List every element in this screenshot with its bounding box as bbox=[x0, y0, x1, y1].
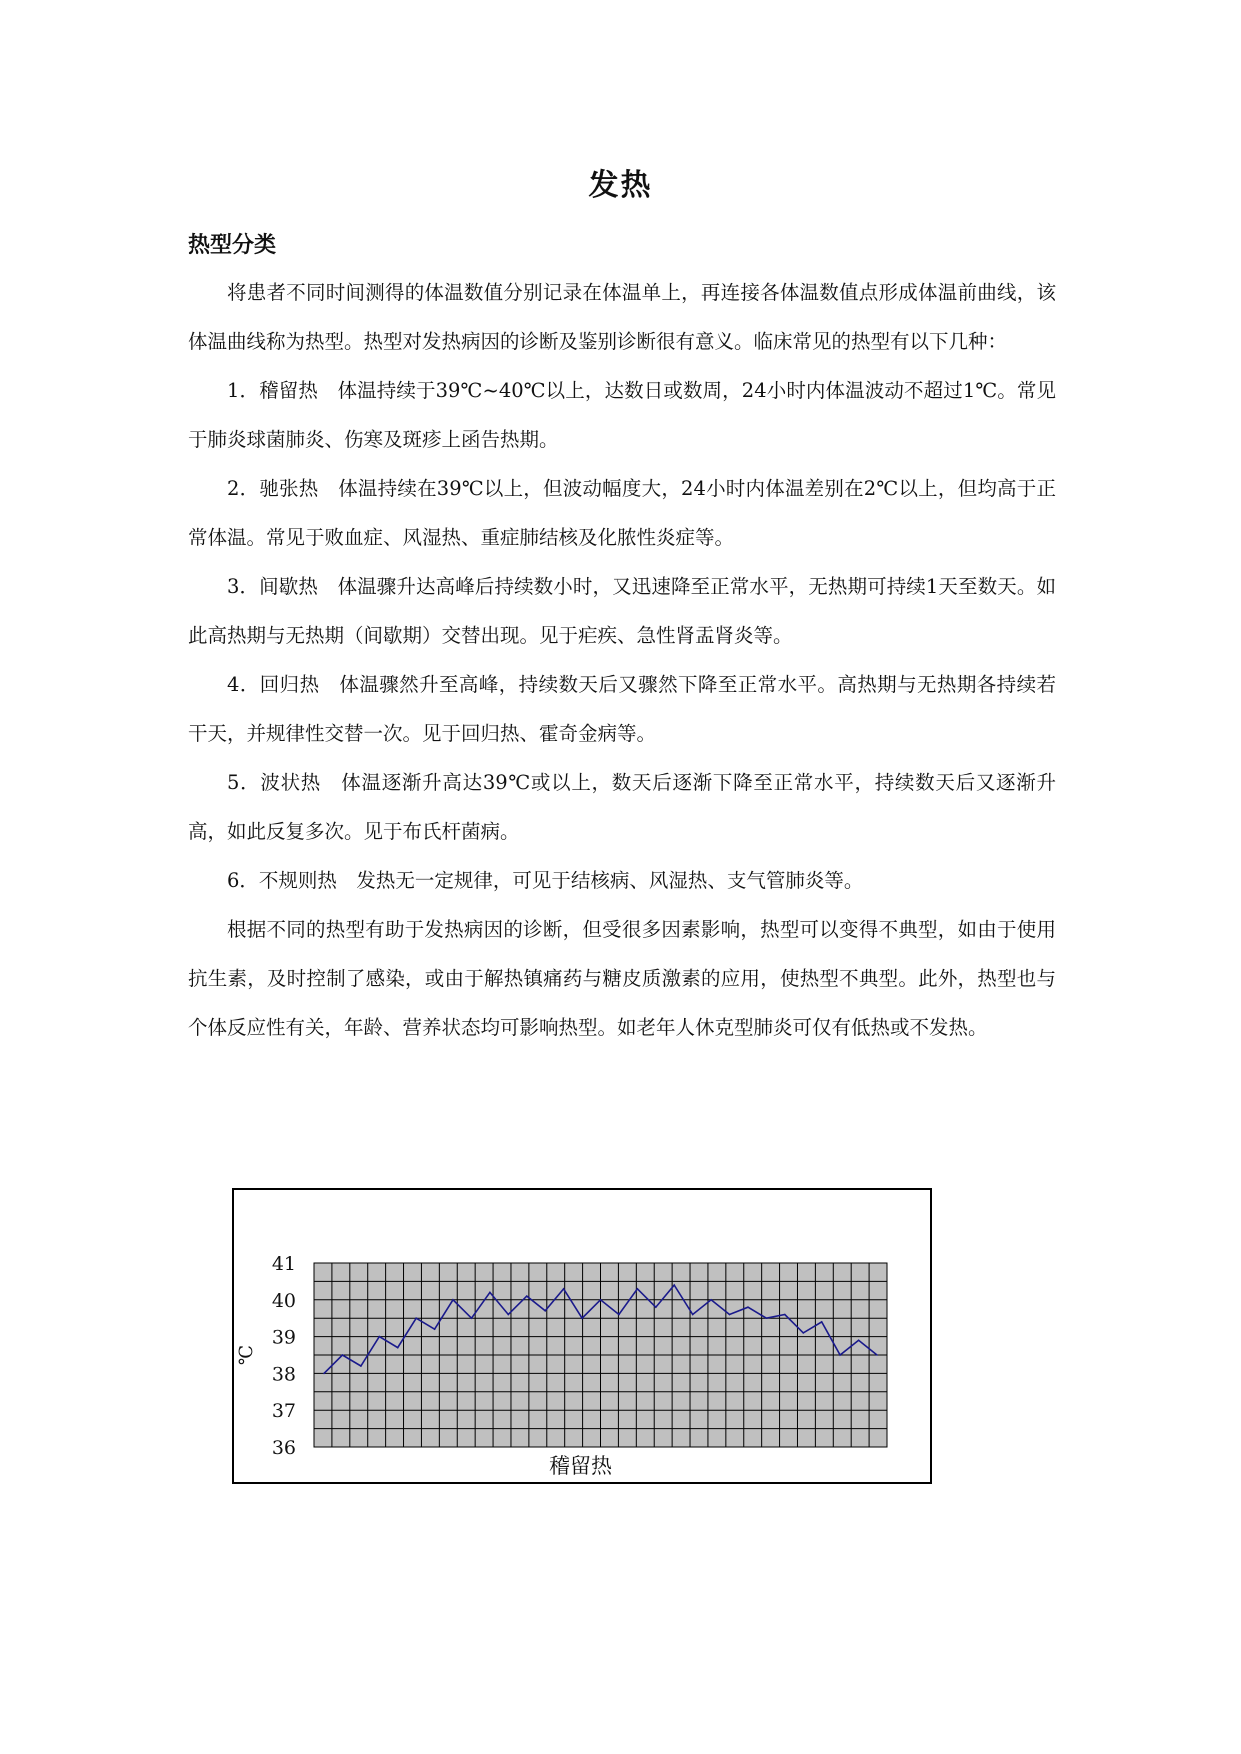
y-tick-label: 40 bbox=[271, 1289, 296, 1312]
data-point bbox=[618, 1314, 620, 1316]
chart-frame bbox=[232, 1188, 932, 1484]
data-point bbox=[655, 1306, 657, 1308]
temperature-chart bbox=[234, 1190, 930, 1482]
fever-type-1: 1．稽留热 体温持续于39℃~40℃以上，达数日或数周，24小时内体温波动不超过1℃。常见于肺炎球菌肺炎、伤寒及斑疹上函告热期。 bbox=[188, 379, 1056, 451]
data-point bbox=[876, 1354, 878, 1356]
data-point bbox=[802, 1332, 804, 1334]
data-point bbox=[415, 1317, 417, 1319]
x-axis-label: 稽留热 bbox=[549, 1454, 612, 1478]
data-point bbox=[544, 1310, 546, 1312]
data-point bbox=[323, 1373, 325, 1375]
fever-type-4: 4．回归热 体温骤然升至高峰，持续数天后又骤然下降至正常水平。高热期与无热期各持续若干天，并规律性交替一次。见于回归热、霍奇金病等。 bbox=[188, 673, 1056, 745]
fever-type-5: 5．波状热 体温逐渐升高达39℃或以上，数天后逐渐下降至正常水平，持续数天后又逐渐升高，如此反复多次。见于布氏杆菌病。 bbox=[188, 771, 1056, 843]
data-point bbox=[637, 1288, 639, 1290]
data-point bbox=[379, 1336, 381, 1338]
fever-type-3: 3．间歇热 体温骤升达高峰后持续数小时，又迅速降至正常水平，无热期可持续1天至数天。如此高热期与无热期（间歇期）交替出现。见于疟疾、急性肾盂肾炎等。 bbox=[188, 575, 1056, 647]
intro-paragraph: 将患者不同时间测得的体温数值分别记录在体温单上，再连接各体温数值点形成体温前曲线，该体温曲线称为热型。热型对发热病因的诊断及鉴别诊断很有意义。临床常见的热型有以下几种： bbox=[188, 281, 1056, 353]
data-point bbox=[489, 1292, 491, 1294]
data-point bbox=[397, 1347, 399, 1349]
fever-type-6: 6．不规则热 发热无一定规律，可见于结核病、风湿热、支气管肺炎等。 bbox=[227, 869, 864, 892]
y-tick-label: 38 bbox=[271, 1363, 296, 1386]
data-point bbox=[766, 1317, 768, 1319]
data-point bbox=[508, 1314, 510, 1316]
data-point bbox=[360, 1365, 362, 1367]
data-point bbox=[839, 1354, 841, 1356]
data-point bbox=[710, 1299, 712, 1301]
y-tick-label: 41 bbox=[271, 1253, 296, 1275]
data-point bbox=[452, 1299, 454, 1301]
data-point bbox=[821, 1321, 823, 1323]
data-point bbox=[563, 1288, 565, 1290]
data-point bbox=[784, 1314, 786, 1316]
data-point bbox=[729, 1314, 731, 1316]
y-tick-label: 37 bbox=[271, 1400, 296, 1423]
data-point bbox=[581, 1317, 583, 1319]
data-point bbox=[342, 1354, 344, 1356]
section-heading: 热型分类 bbox=[188, 233, 277, 258]
data-point bbox=[747, 1306, 749, 1308]
data-point bbox=[858, 1339, 860, 1341]
y-tick-label: 36 bbox=[271, 1437, 296, 1459]
data-point bbox=[673, 1284, 675, 1286]
fever-type-2: 2．驰张热 体温持续在39℃以上，但波动幅度大，24小时内体温差别在2℃以上，但均高于正常体温。常见于败血症、风湿热、重症肺结核及化脓性炎症等。 bbox=[188, 477, 1056, 549]
data-point bbox=[600, 1299, 602, 1301]
data-point bbox=[526, 1295, 528, 1297]
closing-paragraph: 根据不同的热型有助于发热病因的诊断，但受很多因素影响，热型可以变得不典型，如由于使用抗生素，及时控制了感染，或由于解热镇痛药与糖皮质激素的应用，使热型不典型。此外，热型也与个体反应性有关，年龄、营养状态均可影响热型。如老年人休克型肺炎可仅有低热或不发热。 bbox=[188, 918, 1056, 1039]
y-axis-label: ℃ bbox=[236, 1344, 257, 1366]
page-title: 发热 bbox=[588, 168, 653, 203]
y-tick-label: 39 bbox=[271, 1326, 296, 1349]
data-point bbox=[692, 1314, 694, 1316]
data-point bbox=[471, 1317, 473, 1319]
document-body bbox=[188, 268, 1056, 1052]
data-point bbox=[434, 1328, 436, 1330]
